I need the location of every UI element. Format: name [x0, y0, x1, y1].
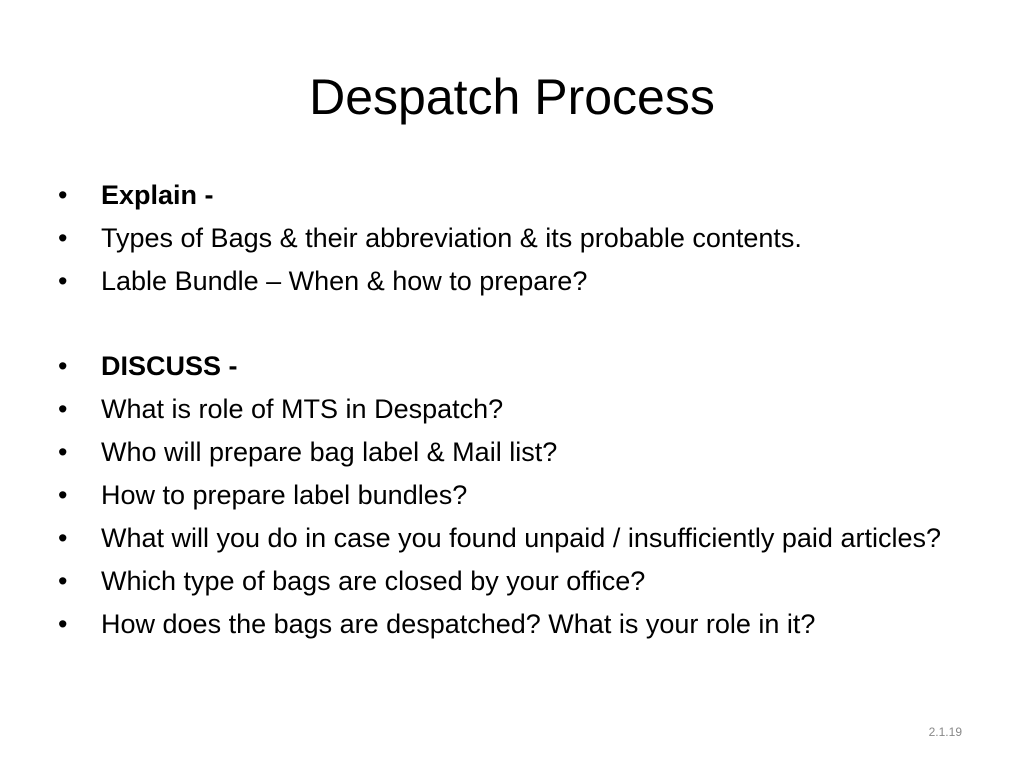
bullet-text: Lable Bundle – When & how to prepare?	[101, 266, 588, 296]
bullet-icon: •	[58, 180, 68, 210]
bullet-text: What will you do in case you found unpaid / insufficiently paid articles?	[101, 523, 941, 553]
bullet-text: Who will prepare bag label & Mail list?	[101, 437, 558, 467]
bullet-item	[58, 435, 978, 469]
bullet-item	[58, 564, 978, 598]
bullet-item	[58, 264, 978, 298]
bullet-icon: •	[58, 609, 68, 639]
slide-title: Despatch Process	[309, 69, 715, 125]
bullet-icon: •	[58, 394, 68, 424]
bullet-text: How does the bags are despatched? What is your role in it?	[101, 609, 816, 639]
bullet-text: How to prepare label bundles?	[101, 480, 468, 510]
bullet-icon: •	[58, 566, 68, 596]
bullet-item	[58, 521, 978, 555]
bullet-text: Which type of bags are closed by your office?	[101, 566, 646, 596]
list-spacer	[58, 307, 978, 349]
bullet-text: What is role of MTS in Despatch?	[101, 394, 504, 424]
bullet-icon: •	[58, 480, 68, 510]
bullet-list	[58, 178, 978, 650]
bullet-item	[58, 221, 978, 255]
bullet-icon: •	[58, 523, 68, 553]
bullet-icon: •	[58, 223, 68, 253]
footer-date: 2.1.19	[928, 725, 962, 739]
bullet-text: Types of Bags & their abbreviation & its probable contents.	[101, 223, 802, 253]
bullet-icon: •	[58, 437, 68, 467]
bullet-text: DISCUSS -	[101, 351, 238, 381]
bullet-item-explain	[58, 178, 978, 212]
bullet-icon: •	[58, 351, 68, 381]
bullet-item-discuss	[58, 349, 978, 383]
bullet-item	[58, 478, 978, 512]
bullet-item	[58, 392, 978, 426]
bullet-icon: •	[58, 266, 68, 296]
bullet-text: Explain -	[101, 180, 214, 210]
bullet-item	[58, 607, 978, 641]
